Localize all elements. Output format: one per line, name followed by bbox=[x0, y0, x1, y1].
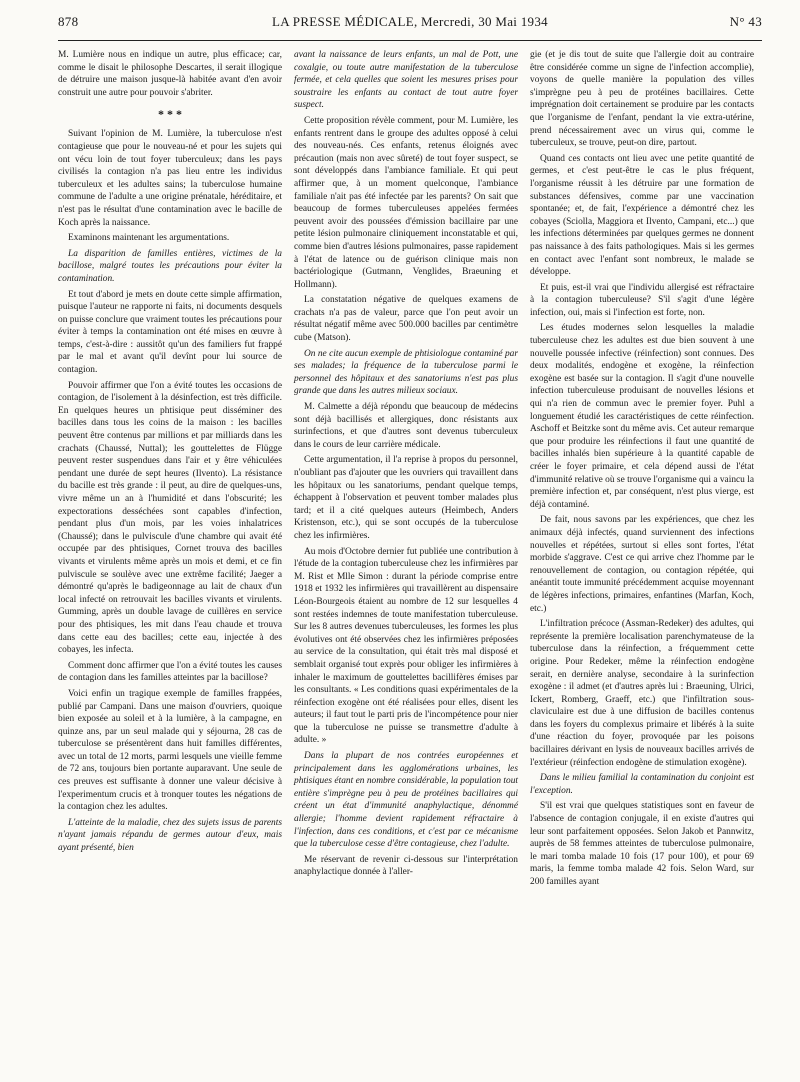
column-1 bbox=[58, 49, 282, 892]
paragraph: Voici enfin un tragique exemple de familles frappées, publié par Campani. Dans une maison d'ouvriers, quoique bien exposée au soleil et à la lumière, à la campagne, en quinze ans, par un seul malade qui y séjourna, 28 cas de tuberculose se présentèrent dans huit familles différentes, avec un total de 12 morts, parmi lesquels une vieille femme de 72 ans, toujours bien portante auparavant. Une seule de ces preuves est suffisante à donner une valeur décisive à l'experimentum crucis et à tronquer toutes les négations de la contagion chez les adultes. bbox=[58, 688, 282, 813]
issue-number: N° 43 bbox=[729, 14, 762, 29]
paragraph: Pouvoir affirmer que l'on a évité toutes les occasions de contagion, de l'isolement à la désinfection, est très difficile. En quelques heures un phtisique peut disséminer des bacilles dans tous les coins de la maison : les bacilles peuvent être contenus par millions et par milliards dans les crachats (Chaussé, Nuttal); les gouttelettes de Flügge peuvent rester suspendues dans l'air et y être véhiculées pendant une durée de sept heures (Ilvento). La résistance du bacille est très grande : il peut, au dire de quelques-uns, vivre même un an à l'humidité et dans l'obscurité; les expectorations desséchées sont capables d'infection, pendant plus d'un mois, par les voies inhalatrices (Chaussé); dans le pulviscule d'une chambre qui avait été occupée par des phtisiques, Cornet trouva des bacilles vivants et virulents même après un mois et demi, et ce fin pulviscule se soulève avec une extrême facilité; Jaeger a démontré qu'après le badigeonnage au lait de chaux d'un local infecté on retrouvait les bacilles vivants et virulents. Gumming, après un double lavage de cuillères en service pour des phtisiques, les mit dans l'eau chaude et trouva dans cette eau des bacilles; cette eau, injectée à des cobayes, les infecta. bbox=[58, 380, 282, 656]
paragraph: Les études modernes selon lesquelles la maladie tuberculeuse chez les adultes est due bien souvent à une nouvelle poussée infective (réinfection) sont connues. Des deux modalités, endogène et exogène, la réinfection exogène est basée sur la contagion. Il s'agit d'une nouvelle infection tuberculeuse produisant de nouvelles lésions et qui n'a rien de commun avec le premier foyer. Puhl a longuement étudié les caractéristiques de cette réinfection. Aschoff et Beitzke sont du même avis. Cet auteur remarque que pour produire les réinfections il faut une quantité de bacilles inhalés bien supérieure à la quantité capable de créer le foyer primaire, et cela dépend aussi de l'état d'immunité relative où se trouve l'organisme qui a vaincu la première infection et, par conséquent, n'est plus vierge, est déjà contaminé. bbox=[530, 323, 754, 510]
paragraph: M. Lumière nous en indique un autre, plus efficace; car, comme le disait le philosophe Descartes, il serait illogique de détruire une maison jusque-là habitée avant d'en avoir construit une autre pour pouvoir s'abriter. bbox=[58, 50, 282, 98]
paragraph: De fait, nous savons par les expériences, que chez les animaux déjà infectés, quand surviennent des infections nouvelles et répétées, surtout si elles sont fortes, l'état morbide s'aggrave. C'est ce qui arrive chez l'homme par le renouvellement de contagion, ou contagion répétée, qui anéantit toute immunité précédemment acquise moyennant de légères infections, primaires, enfantines (Marfan, Koch, etc.) bbox=[530, 515, 754, 614]
paragraph: Quand ces contacts ont lieu avec une petite quantité de germes, et c'est peut-être le cas le plus fréquent, l'organisme réussit à les détruire par une formation de substances défensives, comme par une vaccination spontanée; et, de fait, l'expérience a démontré chez les cobayes (Sciolla, Maggiora et Ilvento, Campani, etc...) que les infections déterminées par quelques germes ne donnent pas naissance à des faits pathologiques. Mais si les germes en contact avec l'enfant sont nombreux, le malade se développe. bbox=[530, 153, 754, 278]
paragraph: Et puis, est-il vrai que l'individu allergisé est réfractaire à la contagion tuberculeuse? S'il s'agit d'une légère infection, oui, mais si l'infection est forte, non. bbox=[530, 282, 754, 318]
page-number: 878 bbox=[58, 14, 79, 29]
paragraph: S'il est vrai que quelques statistiques sont en faveur de l'absence de contagion conjugale, il en existe d'autres qui leur sont parfaitement opposées. Selon Jakob et Pannwitz, auprès de 58 femmes atteintes de tuberculose pulmonaire, le mari tomba malade 10 fois (17 pour 100), et pour 69 maris, la femme tomba malade 42 fois. Selon Ward, sur 200 familles ayant bbox=[530, 801, 754, 887]
paragraph: Et tout d'abord je mets en doute cette simple affirmation, puisque l'auteur ne rapporte ni faits, ni documents desquels on puisse conclure que vraiment toutes les précautions pour éviter à temps la contamination ont été mises en œuvre à temps, c'est-à-dire : aussitôt qu'un des familiers fut frappé par le mal et avant qu'il devînt pour lui source de contagion. bbox=[58, 289, 282, 376]
page-header bbox=[58, 14, 762, 40]
italic-heading-paragraph: On ne cite aucun exemple de phtisiologue contaminé par ses malades; la fréquence de la tuberculose parmi le personnel des hôpitaux et des sanatoriums n'est pas plus grande que dans les autres milieux sociaux. bbox=[294, 348, 518, 397]
paragraph: Cette argumentation, il l'a reprise à propos du personnel, n'oubliant pas d'ajouter que les ouvriers qui travaillent dans les hôpitaux ou les sanatoriums, pendant quelque temps, échappent à l'observation et peuvent tomber malades plus tard; et il a cité quelques auteurs (Heimbech, Anders Kristenson, etc.), qui se sont occupés de la tuberculose chez les infirmières. bbox=[294, 455, 518, 541]
italic-heading-paragraph: L'atteinte de la maladie, chez des sujets issus de parents n'ayant jamais répandu de germes autour d'eux, mais ayant présenté, bien bbox=[58, 817, 282, 854]
paragraph: Cette proposition révèle comment, pour M. Lumière, les enfants rentrent dans le groupe des adultes opposé à celui des nouveau-nés. Ces enfants, retenus éloignés avec précaution (mais non avec sûreté) de tout foyer suspect, se sont développés dans l'ambiance familiale. Et qui peut affirmer que, à un moment quelconque, l'ambiance familiale n'ait pas été infectée par les parents? On sait que beaucoup de formes tuberculeuses appelées fermées peuvent avoir des poussées d'émission bacillaire par une petite lésion pulmonaire cliniquement inconstatable et qui, comme bien d'autres lésions pulmonaires, passe rapidement à l'état de latence ou de guérison clinique mais non bactériologique (Gutmann, Venglides, Braeuning et Hollmann). bbox=[294, 115, 518, 290]
italic-heading-paragraph: Dans la plupart de nos contrées européennes et principalement dans les agglomérations urbaines, les phtisiques étant en nombre considérable, la population tout entière s'imprègne peu à peu de protéines bacillaires qui créent un état d'immunité anaphylactique, dénommé allergie; l'homme devient rapidement réfractaire à l'infection, dans ces conditions, et c'est par ce mécanisme que la tuberculose cesse d'être contagieuse, chez l'adulte. bbox=[294, 751, 518, 850]
journal-title: LA PRESSE MÉDICALE, Mercredi, 30 Mai 1934 bbox=[272, 14, 548, 29]
italic-heading-paragraph: avant la naissance de leurs enfants, un mal de Pott, une coxalgie, ou toute autre manifestation de la tuberculose fermée, et cela quelles que soient les mesures prises pour soustraire les enfants au contact de tout autre foyer suspect. bbox=[294, 50, 518, 111]
paragraph: Comment donc affirmer que l'on a évité toutes les causes de contagion dans les familles atteintes par la bacillose? bbox=[58, 660, 282, 684]
paragraph: gie (et je dis tout de suite que l'allergie doit au contraire être considérée comme un signe de l'infection accomplie), voyons de quelle manière la population des villes s'imprègne peu à peu de protéines bacillaires. Cette imprégnation doit certainement se produire par les contacts que l'organisme de l'enfant, pendant la vie extra-utérine, prend nécessairement avec un virus qui, comme le tuberculeux, se trouve, peut-on dire, partout. bbox=[530, 50, 754, 149]
paragraph: L'infiltration précoce (Assman-Redeker) des adultes, qui représente la première localisation parenchymateuse de la tuberculose dans la réinfection, a fréquemment cette origine. Pour Redeker, même la réinfection endogène serait, en dernière analyse, secondaire à la surinfection exogène : il admet (et d'autres après lui : Braeuning, Ulrici, Ickert, Romberg, Graeff, etc.) que l'infiltration sous-claviculaire est due à une diffusion de bacilles contenus dans les foyers du complexus primaire et libérés à la suite d'une réaction du foyer, provoquée par les poisons bacillaires dérivant en lysis de nouveaux bacilles arrivés de l'extérieur (réinfection endogène de stimulation exogène). bbox=[530, 619, 754, 768]
section-separator: * * * bbox=[158, 107, 182, 122]
paragraph: M. Calmette a déjà répondu que beaucoup de médecins sont déjà bacillisés et allergiques, donc résistants aux surinfections, et que d'autres sont devenus tuberculeux dans le cours de leur carrière médicale. bbox=[294, 402, 518, 450]
paragraph: Examinons maintenant les argumentations. bbox=[68, 233, 230, 244]
paragraph: Au mois d'Octobre dernier fut publiée une contribution à l'étude de la contagion tuberculeuse chez les infirmières par M. Rist et Mlle Simon : durant la période comprise entre 1918 et 1932 les infirmières qui travaillèrent au dispensaire Léon-Bourgeois étaient au nombre de 12 sur lesquelles 4 sont restées indemnes de toute manifestation tuberculeuse. Sur les 8 autres devenues tuberculeuses, les formes les plus évolutives ont été observées chez les infirmières préposées au service de la consultation, qui était très mal disposé et semblait organisé tout exprès pour obliger les infirmières à inhaler le maximum de gouttelettes bacillifères émises par les consultants. « Les conditions quasi expérimentales de la réinfection exogène ont été réalisées pour elles, disent les auteurs; il faut tout le parti pris de l'incompétence pour nier que la tuberculose ne puisse se transmettre d'adulte à adulte. » bbox=[294, 546, 518, 746]
paragraph: La constatation négative de quelques examens de crachats n'a pas de valeur, parce que l'on peut avoir un résultat négatif même avec 500.000 bacilles par centimètre cube (Matson). bbox=[294, 295, 518, 344]
column-2 bbox=[294, 49, 518, 892]
italic-heading-paragraph: La disparition de familles entières, victimes de la bacillose, malgré toutes les précautions pour éviter la contamination. bbox=[58, 248, 282, 284]
paragraph: Me réservant de revenir ci-dessous sur l'interprétation anaphylactique donnée à l'aller- bbox=[294, 854, 518, 878]
text-columns bbox=[58, 49, 762, 892]
column-3 bbox=[530, 49, 754, 892]
header-rule bbox=[58, 40, 762, 41]
paragraph: Suivant l'opinion de M. Lumière, la tuberculose n'est contagieuse que pour le nouveau-né et pour les sujets qui ont vécu loin de tout foyer tuberculeux; dans les pays civilisés la contagion n'a pas lieu entre les individus tuberculeux et les adultes sains; la tuberculose humaine commune de l'adulte a une origine prénatale, héréditaire, et n'est pas le résultat d'une contamination avec le bacille de Koch après la naissance. bbox=[58, 129, 282, 228]
italic-heading-paragraph: Dans le milieu familial la contamination du conjoint est l'exception. bbox=[530, 773, 754, 796]
